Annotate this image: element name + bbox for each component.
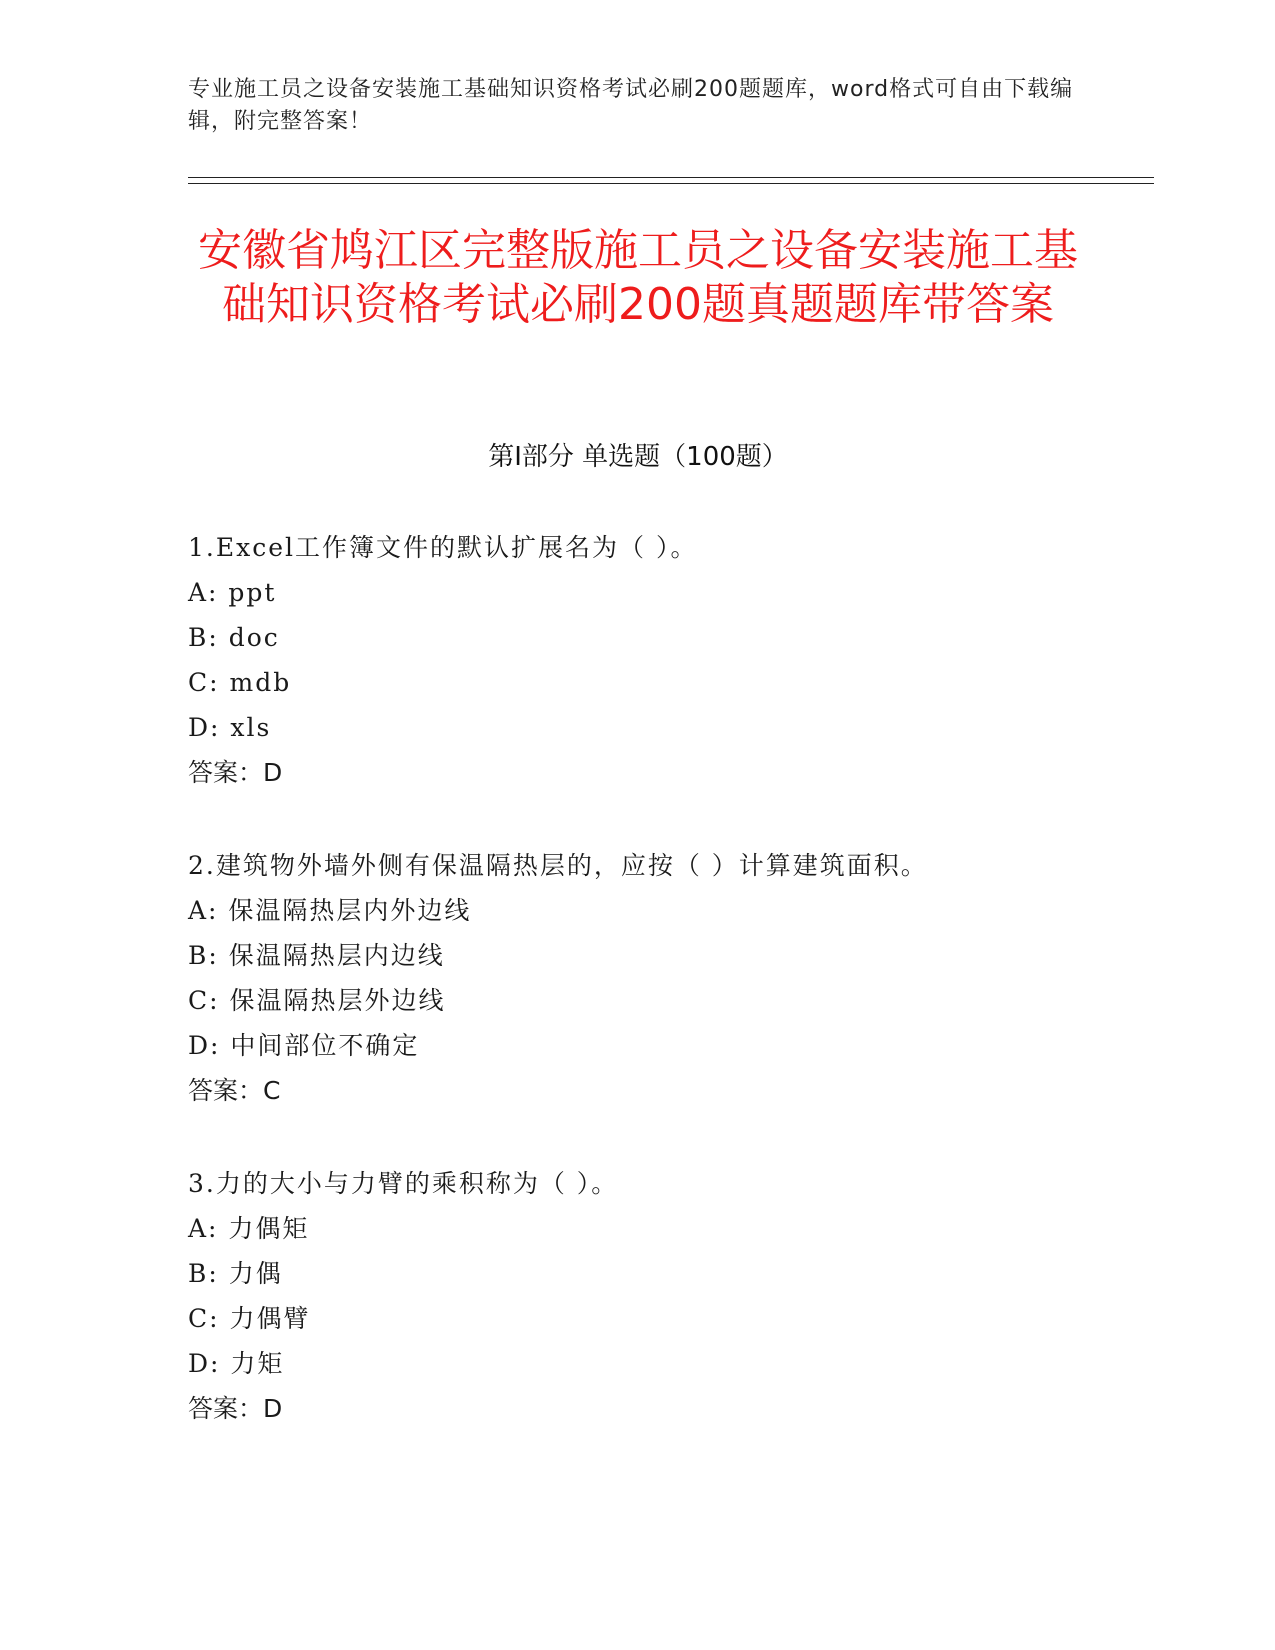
question-stem: 1.Excel工作簿文件的默认扩展名为（ ）。 xyxy=(188,533,698,562)
option-c: C: 力偶臂 xyxy=(188,1304,311,1333)
question-stem: 2.建筑物外墙外侧有保温隔热层的，应按（ ）计算建筑面积。 xyxy=(188,851,928,880)
section-heading: 第Ⅰ部分 单选题（100题） xyxy=(488,442,788,472)
answer: 答案：D xyxy=(188,1394,283,1423)
option-d: D: 力矩 xyxy=(188,1349,285,1378)
answer: 答案：C xyxy=(188,1076,281,1105)
question-block xyxy=(188,848,1138,1109)
header-divider-bottom xyxy=(188,183,1154,184)
option-a: A: ppt xyxy=(188,578,277,607)
option-d: D: xls xyxy=(188,713,272,742)
option-c: C: mdb xyxy=(188,668,292,697)
document-title: 安徽省鸠江区完整版施工员之设备安装施工基础知识资格考试必刷200题真题题库带答案 xyxy=(198,225,1078,330)
option-b: B: 力偶 xyxy=(188,1259,283,1288)
option-c: C: 保温隔热层外边线 xyxy=(188,986,446,1015)
option-d: D: 中间部位不确定 xyxy=(188,1031,420,1060)
question-block xyxy=(188,1166,1138,1427)
question-stem: 3.力的大小与力臂的乘积称为（ ）。 xyxy=(188,1169,619,1198)
header-note: 专业施工员之设备安装施工基础知识资格考试必刷200题题库，word格式可自由下载编辑，附完整答案！ xyxy=(188,77,1074,134)
question-block xyxy=(188,530,1138,791)
option-b: B: 保温隔热层内边线 xyxy=(188,941,445,970)
option-b: B: doc xyxy=(188,623,280,652)
header-divider-top xyxy=(188,177,1154,178)
answer: 答案：D xyxy=(188,758,283,787)
option-a: A: 力偶矩 xyxy=(188,1214,310,1243)
option-a: A: 保温隔热层内外边线 xyxy=(188,896,472,925)
